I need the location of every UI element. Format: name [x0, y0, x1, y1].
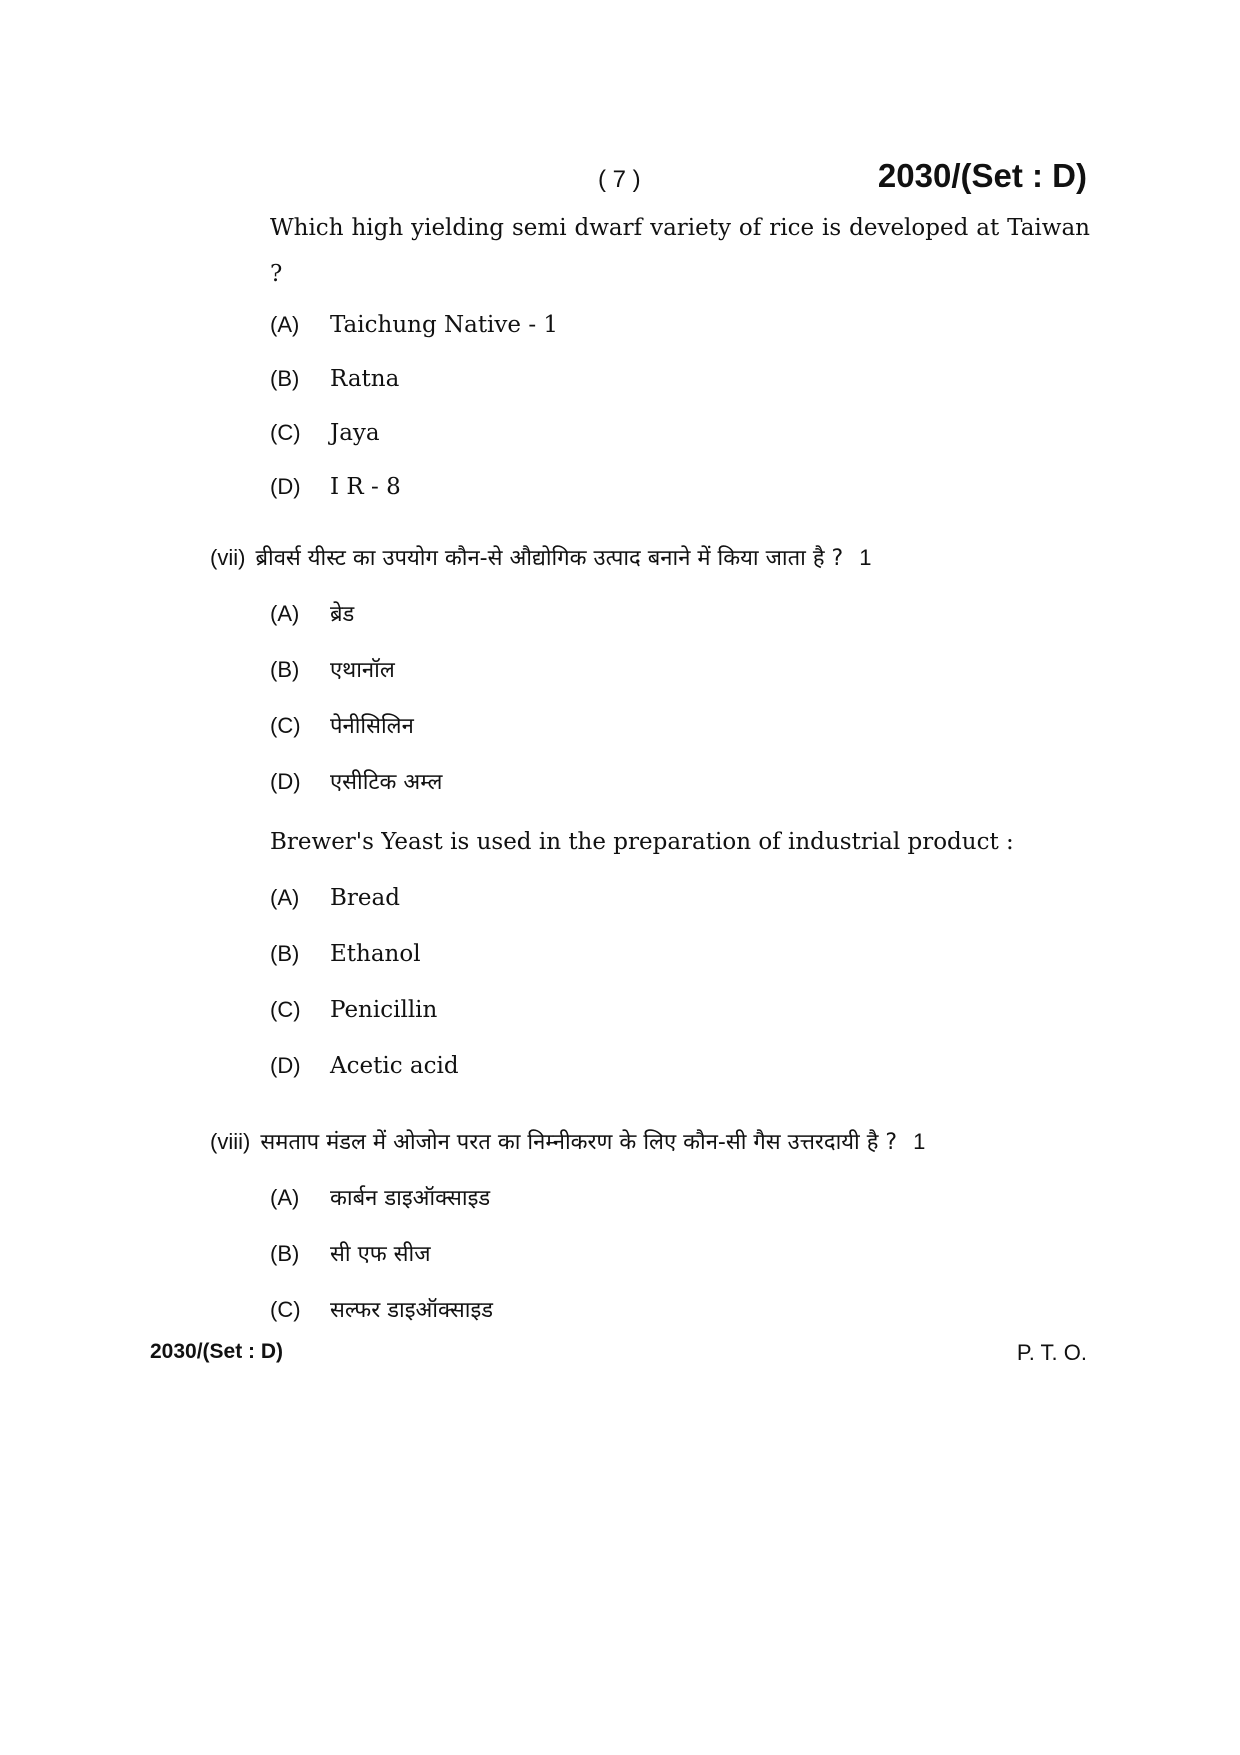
paper-code-footer: 2030/(Set : D): [150, 1340, 284, 1363]
q6-option-b: [270, 359, 399, 399]
question-number: (vii): [210, 545, 246, 570]
option-label: (D): [270, 1053, 301, 1078]
option-text: I R - 8: [330, 474, 401, 500]
option-label: (A): [270, 312, 300, 337]
option-text: सल्फर डाइऑक्साइड: [330, 1298, 494, 1323]
option-text: पेनीसिलिन: [330, 714, 414, 739]
paper-code-header: 2030/(Set : D): [877, 157, 1087, 194]
option-label: (C): [270, 997, 301, 1022]
question-text: ब्रीवर्स यीस्ट का उपयोग कौन-से औद्योगिक उत्पाद बनाने में किया जाता है ?: [255, 546, 844, 571]
question-7-text-hi: [210, 538, 1110, 579]
q7-option-a-hi: [270, 594, 354, 634]
option-text: कार्बन डाइऑक्साइड: [330, 1186, 491, 1211]
q7-option-a-en: [270, 878, 400, 918]
option-label: (A): [270, 601, 300, 626]
q7-option-c-hi: [270, 706, 414, 746]
question-marks: 1: [859, 545, 872, 570]
option-label: (A): [270, 885, 300, 910]
option-label: (D): [270, 769, 301, 794]
q7-option-c-en: [270, 990, 437, 1030]
q6-option-d: [270, 467, 401, 507]
option-text: Ethanol: [330, 941, 421, 967]
question-8-text-hi: [210, 1122, 1110, 1163]
q7-option-d-hi: [270, 762, 442, 802]
question-number: (viii): [210, 1129, 251, 1154]
option-label: (A): [270, 1185, 300, 1210]
option-label: (B): [270, 366, 300, 391]
option-text: एसीटिक अम्ल: [330, 770, 443, 795]
option-text: Taichung Native - 1: [330, 312, 559, 338]
q8-option-c-hi: [270, 1290, 493, 1330]
q7-option-b-hi: [270, 650, 395, 690]
option-label: (C): [270, 1297, 301, 1322]
q6-option-a: [270, 305, 558, 345]
option-label: (C): [270, 713, 301, 738]
option-text: Acetic acid: [330, 1053, 459, 1079]
option-label: (B): [270, 1241, 300, 1266]
question-6-text-en: Which high yielding semi dwarf variety of rice is developed at Taiwan ?: [270, 215, 1090, 287]
option-text: Ratna: [330, 366, 400, 392]
please-turn-over: P. T. O.: [1016, 1340, 1087, 1365]
option-label: (D): [270, 474, 301, 499]
option-text: ब्रेड: [330, 602, 355, 627]
q8-option-b-hi: [270, 1234, 431, 1274]
q6-option-c: [270, 413, 380, 453]
page-number: ( 7 ): [598, 166, 641, 193]
option-label: (B): [270, 941, 300, 966]
option-text: Jaya: [330, 420, 380, 446]
question-text: समताप मंडल में ओजोन परत का निम्नीकरण के लिए कौन-सी गैस उत्तरदायी है ?: [260, 1130, 898, 1155]
q7-option-d-en: [270, 1046, 459, 1086]
option-text: एथानॉल: [330, 658, 395, 683]
question-marks: 1: [913, 1129, 926, 1154]
option-label: (B): [270, 657, 300, 682]
option-text: Bread: [330, 885, 400, 911]
option-text: Penicillin: [330, 997, 438, 1023]
question-7-text-en: Brewer's Yeast is used in the preparation of industrial product :: [270, 829, 1014, 855]
option-label: (C): [270, 420, 301, 445]
option-text: सी एफ सीज: [330, 1242, 431, 1267]
q8-option-a-hi: [270, 1178, 490, 1218]
q7-option-b-en: [270, 934, 421, 974]
